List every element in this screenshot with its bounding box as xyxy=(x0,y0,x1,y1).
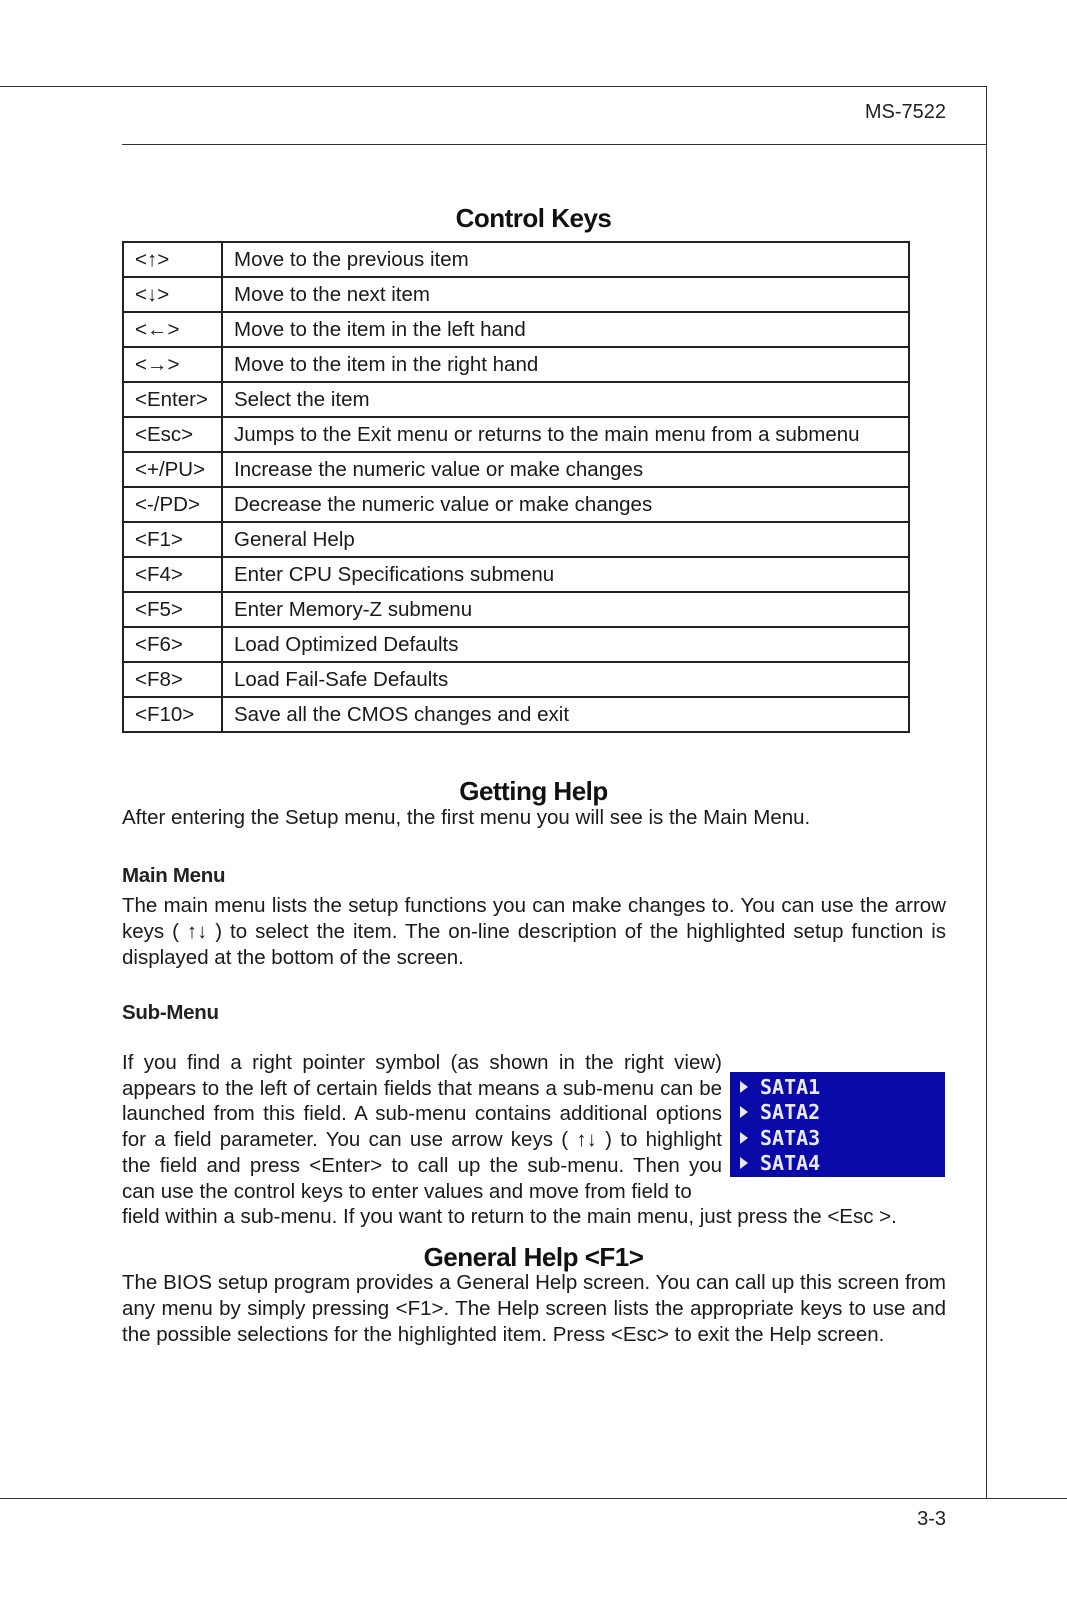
description-cell: Move to the item in the left hand xyxy=(222,312,909,347)
key-cell: <F8> xyxy=(123,662,222,697)
sata-label: SATA1 xyxy=(760,1074,821,1099)
description-cell: Decrease the numeric value or make changes xyxy=(222,487,909,522)
table-row xyxy=(123,312,909,347)
key-cell: <F10> xyxy=(123,697,222,732)
description-cell: Load Optimized Defaults xyxy=(222,627,909,662)
sata-item xyxy=(730,1151,945,1177)
key-cell: <-/PD> xyxy=(123,487,222,522)
getting-help-intro: After entering the Setup menu, the first menu you will see is the Main Menu. xyxy=(122,806,811,829)
key-cell: <↓> xyxy=(123,277,222,312)
description-cell: Jumps to the Exit menu or returns to the main menu from a submenu xyxy=(222,417,909,452)
sub-menu-text: If you find a right pointer symbol (as shown in the right view) appears to the left of certain fields that means a sub-menu can be launched from this field. A sub-menu contains additional options for a field parameter. You can use arrow keys ( ↑↓ ) to highlight the field and press <Enter> to call up the sub-menu. Then you can use the control keys to enter values and move from field to xyxy=(122,1051,722,1203)
footer-rule xyxy=(0,1498,1067,1499)
sata-item xyxy=(730,1125,945,1151)
sata-item xyxy=(730,1100,945,1126)
right-pointer-icon xyxy=(740,1081,748,1093)
general-help-title: General Help <F1> xyxy=(423,1242,644,1272)
description-cell: Move to the next item xyxy=(222,277,909,312)
description-cell: Move to the previous item xyxy=(222,242,909,277)
table-row xyxy=(123,277,909,312)
description-cell: Enter Memory-Z submenu xyxy=(222,592,909,627)
getting-help-title: Getting Help xyxy=(459,776,608,806)
sata-label: SATA4 xyxy=(760,1151,821,1176)
model-number: MS-7522 xyxy=(864,101,946,123)
table-row xyxy=(123,382,909,417)
key-cell: <↑> xyxy=(123,242,222,277)
table-row xyxy=(123,522,909,557)
table-row xyxy=(123,627,909,662)
key-cell: <+/PU> xyxy=(123,452,222,487)
key-cell: <←> xyxy=(123,312,222,347)
key-cell: <F4> xyxy=(123,557,222,592)
table-row xyxy=(123,347,909,382)
description-cell: Load Fail-Safe Defaults xyxy=(222,662,909,697)
control-keys-table xyxy=(122,241,910,733)
table-row xyxy=(123,417,909,452)
description-cell: Select the item xyxy=(222,382,909,417)
header-rule xyxy=(0,86,987,87)
submenu-example-image xyxy=(730,1072,945,1177)
table-row xyxy=(123,487,909,522)
table-row xyxy=(123,592,909,627)
description-cell: General Help xyxy=(222,522,909,557)
key-cell: <F5> xyxy=(123,592,222,627)
description-cell: Increase the numeric value or make changes xyxy=(222,452,909,487)
page-number: 3-3 xyxy=(917,1508,946,1530)
table-row xyxy=(123,662,909,697)
margin-rule xyxy=(986,86,987,1499)
key-cell: <F1> xyxy=(123,522,222,557)
sub-menu-title: Sub-Menu xyxy=(122,1001,219,1024)
control-keys-title: Control Keys xyxy=(455,203,612,233)
main-menu-text: The main menu lists the setup functions you can make changes to. You can use the arrow keys ( ↑↓ ) to select the item. The on-line description of the highlighted setup function is displayed at the bottom of the screen. xyxy=(122,894,946,969)
key-cell: <Esc> xyxy=(123,417,222,452)
header-subrule xyxy=(122,144,987,145)
right-pointer-icon xyxy=(740,1157,748,1169)
right-pointer-icon xyxy=(740,1106,748,1118)
sata-label: SATA2 xyxy=(760,1100,821,1125)
key-cell: <F6> xyxy=(123,627,222,662)
sata-item xyxy=(730,1074,945,1100)
description-cell: Move to the item in the right hand xyxy=(222,347,909,382)
right-pointer-icon xyxy=(740,1132,748,1144)
table-row xyxy=(123,697,909,732)
main-menu-title: Main Menu xyxy=(122,864,226,887)
key-cell: <→> xyxy=(123,347,222,382)
table-row xyxy=(123,242,909,277)
description-cell: Save all the CMOS changes and exit xyxy=(222,697,909,732)
sub-menu-tail: field within a sub-menu. If you want to return to the main menu, just press the <Esc >. xyxy=(122,1205,897,1228)
table-row xyxy=(123,557,909,592)
table-row xyxy=(123,452,909,487)
sata-label: SATA3 xyxy=(760,1125,821,1150)
general-help-text: The BIOS setup program provides a General Help screen. You can call up this screen from any menu by simply pressing <F1>. The Help screen lists the appropriate keys to use and the possible selections for the highlighted item. Press <Esc> to exit the Help screen. xyxy=(122,1271,946,1346)
key-cell: <Enter> xyxy=(123,382,222,417)
description-cell: Enter CPU Specifications submenu xyxy=(222,557,909,592)
